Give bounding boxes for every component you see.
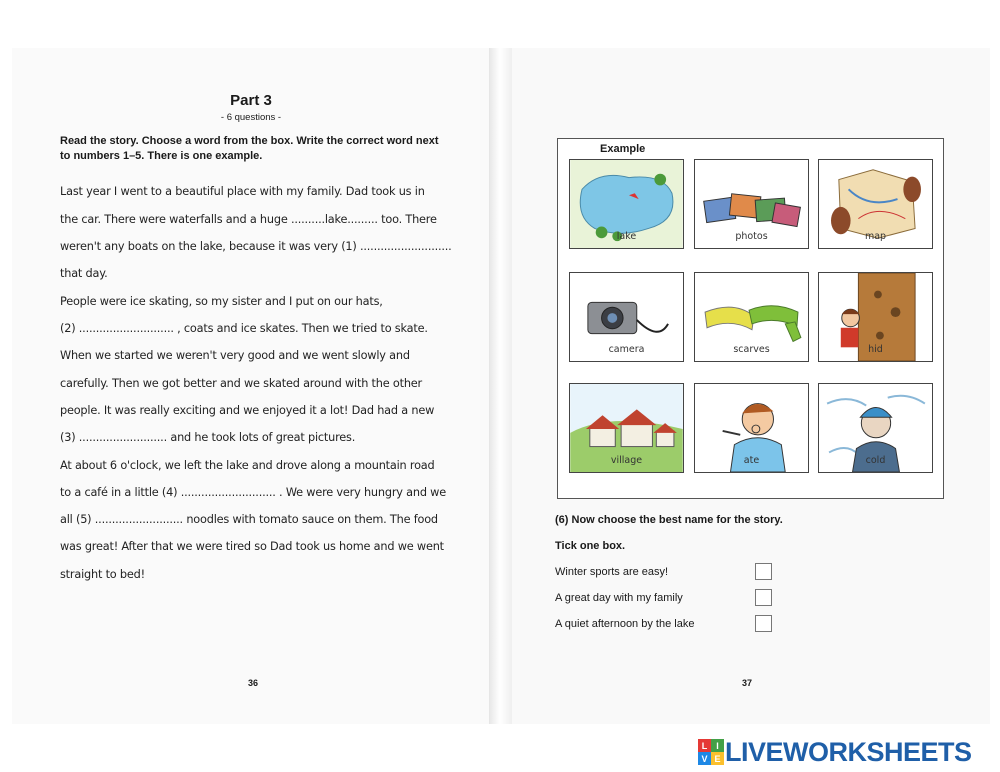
- story-line: When we started we weren't very good and we went slowly and: [60, 349, 410, 362]
- tick-box[interactable]: [755, 563, 772, 580]
- option-label: A quiet afternoon by the lake: [555, 618, 695, 630]
- picture-label: camera: [608, 344, 645, 355]
- story-line: to a café in a little (4) ............................ . We were very hungry and we: [60, 486, 446, 499]
- picture-label: hid: [868, 344, 883, 355]
- story-line: the car. There were waterfalls and a huge ..........lake......... too. There: [60, 213, 437, 226]
- page-number: 37: [742, 678, 753, 688]
- logo-text: LIVEWORKSHEETS: [725, 736, 972, 767]
- story-line: People were ice skating, so my sister and I put on our hats,: [60, 295, 383, 308]
- book-gutter: [490, 48, 512, 724]
- part-title: Part 3: [230, 92, 272, 109]
- story-line: carefully. Then we got better and we skated around with the other: [60, 377, 422, 390]
- liveworksheets-logo: [698, 738, 972, 766]
- logo-mark-letter: V: [698, 752, 711, 765]
- word-box: [557, 138, 944, 499]
- story-line: was great! After that we were tired so Dad took us home and we went: [60, 540, 444, 553]
- instructions: Read the story. Choose a word from the box. Write the correct word next to numbers 1–5. There is one example.: [60, 135, 439, 162]
- picture-label: map: [864, 231, 887, 242]
- story-line: straight to bed!: [60, 568, 145, 581]
- picture-label: village: [610, 455, 643, 466]
- question-6: (6) Now choose the best name for the story.: [555, 514, 783, 526]
- picture-label: scarves: [733, 344, 770, 355]
- logo-mark-icon: [698, 739, 724, 765]
- tick-box[interactable]: [755, 615, 772, 632]
- logo-mark-letter: I: [711, 739, 724, 752]
- story-line: people. It was really exciting and we enjoyed it a lot! Dad had a new: [60, 404, 435, 417]
- page-number: 36: [248, 678, 259, 688]
- story-line: (3) .......................... and he took lots of great pictures.: [60, 431, 356, 444]
- picture-label: ate: [743, 455, 760, 466]
- example-label: Example: [600, 143, 646, 155]
- part-subtitle: - 6 questions -: [220, 112, 282, 123]
- option-label: A great day with my family: [555, 592, 683, 604]
- right-page: [512, 48, 990, 724]
- logo-mark-letter: E: [711, 752, 724, 765]
- tick-instruction: Tick one box.: [555, 540, 626, 552]
- story-line: (2) ............................ , coats and ice skates. Then we tried to skate.: [60, 322, 428, 335]
- logo-mark-letter: L: [698, 739, 711, 752]
- story-line: At about 6 o'clock, we left the lake and drove along a mountain road: [60, 459, 435, 472]
- story-line: weren't any boats on the lake, because it was very (1) ...........................: [60, 240, 452, 253]
- tick-box[interactable]: [755, 589, 772, 606]
- picture-label: cold: [865, 455, 886, 466]
- option-label: Winter sports are easy!: [555, 566, 669, 578]
- story-line: all (5) .......................... noodles with tomato sauce on them. The food: [60, 513, 438, 526]
- story-line: that day.: [60, 267, 108, 280]
- picture-label: lake: [616, 231, 637, 242]
- picture-label: photos: [735, 231, 768, 242]
- story-line: Last year I went to a beautiful place with my family. Dad took us in: [60, 185, 425, 198]
- left-page: [12, 48, 490, 724]
